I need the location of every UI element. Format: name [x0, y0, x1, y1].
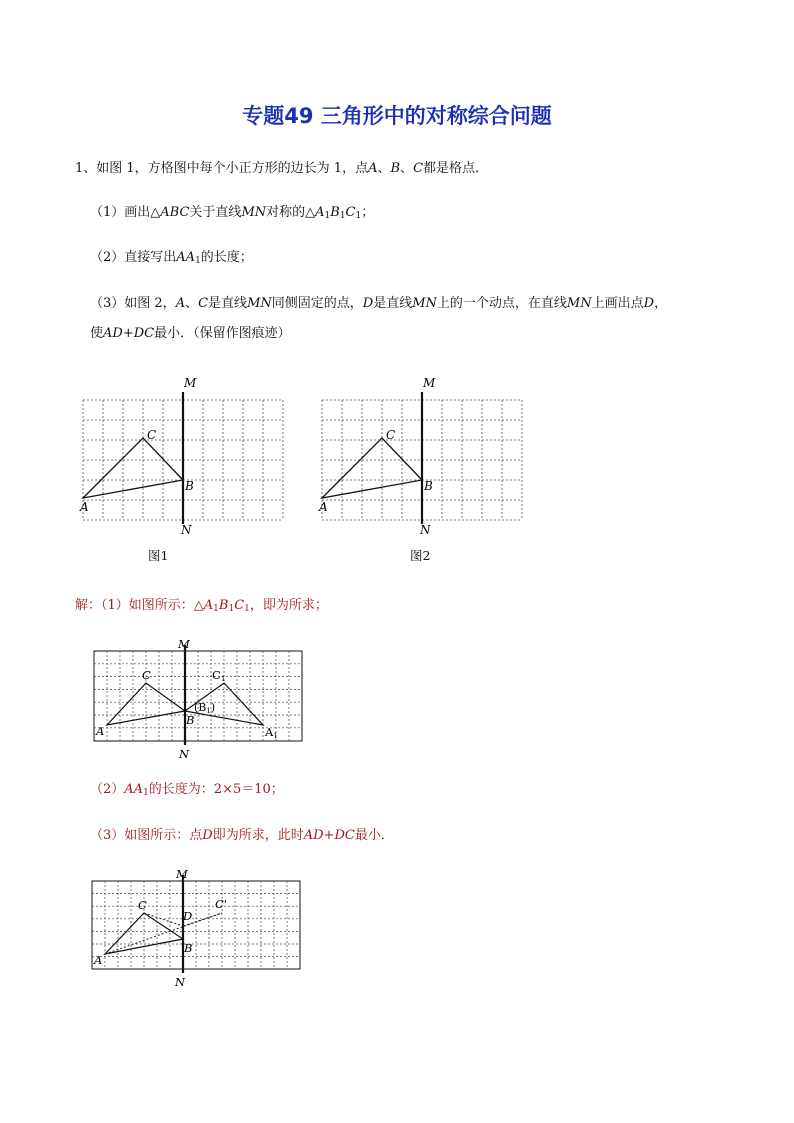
- label-c1: C1: [212, 668, 226, 683]
- solution-3: （3）如图所示：点D即为所求，此时AD+DC最小．: [90, 828, 394, 843]
- label-b: B: [186, 713, 195, 727]
- figure-1-caption: 图1: [148, 548, 169, 563]
- label-n: N: [179, 747, 190, 761]
- solution-1: 解：（1）如图所示：$\triangle A_1B_1C_1$，即为所求；: [75, 598, 328, 614]
- problem-intro: 1、如图 1，方格图中每个小正方形的边长为 1，点A、B、C都是格点．: [75, 161, 489, 176]
- label-b1: (B1): [194, 701, 216, 715]
- solution-figure-3: [86, 862, 308, 992]
- question-3-line1: （3）如图 2，A、C是直线MN同侧固定的点，D是直线MN上的一个动点，在直线MN上画出点D，: [90, 296, 668, 311]
- label-a: A: [94, 953, 103, 967]
- solution-2: $(2)AA_1$的长度为：2×5＝10；: [90, 782, 284, 798]
- triangle-abc: [83, 438, 183, 498]
- page-title: 专题49 三角形中的对称综合问题: [242, 104, 552, 128]
- label-b: B: [424, 479, 433, 493]
- label-c: C: [142, 668, 151, 682]
- label-m: M: [184, 376, 197, 390]
- label-a: A: [319, 500, 328, 514]
- figure-2-caption: 图2: [410, 548, 431, 563]
- triangle-abc: [322, 438, 422, 498]
- question-1: （1）画出△ABC关于直线MN对称的$\triangle A_1B_1C_1$；: [90, 205, 375, 221]
- grid: [92, 881, 300, 969]
- label-c: C: [138, 898, 147, 912]
- label-m: M: [423, 376, 436, 390]
- label-a: A: [80, 500, 89, 514]
- label-a1: A1: [265, 725, 278, 740]
- label-m: M: [176, 867, 188, 881]
- question-2: （2）直接写出$AA_1$的长度；: [90, 250, 253, 266]
- label-c: C: [386, 428, 396, 442]
- line-c-d: [144, 913, 183, 926]
- label-n: N: [181, 523, 192, 537]
- label-b: B: [185, 479, 194, 493]
- label-m: M: [178, 637, 190, 651]
- label-b: B: [184, 941, 193, 955]
- label-c: C: [147, 428, 157, 442]
- label-cprime: C': [215, 897, 227, 911]
- label-a: A: [96, 724, 105, 738]
- solution-figure-1: [88, 632, 308, 764]
- figure-1: [78, 372, 288, 542]
- figure-2: [317, 372, 527, 542]
- question-3-line2: 使AD+DC最小．（保留作图痕迹）: [90, 326, 291, 341]
- label-d: D: [183, 909, 193, 923]
- label-n: N: [175, 975, 186, 989]
- label-n: N: [420, 523, 431, 537]
